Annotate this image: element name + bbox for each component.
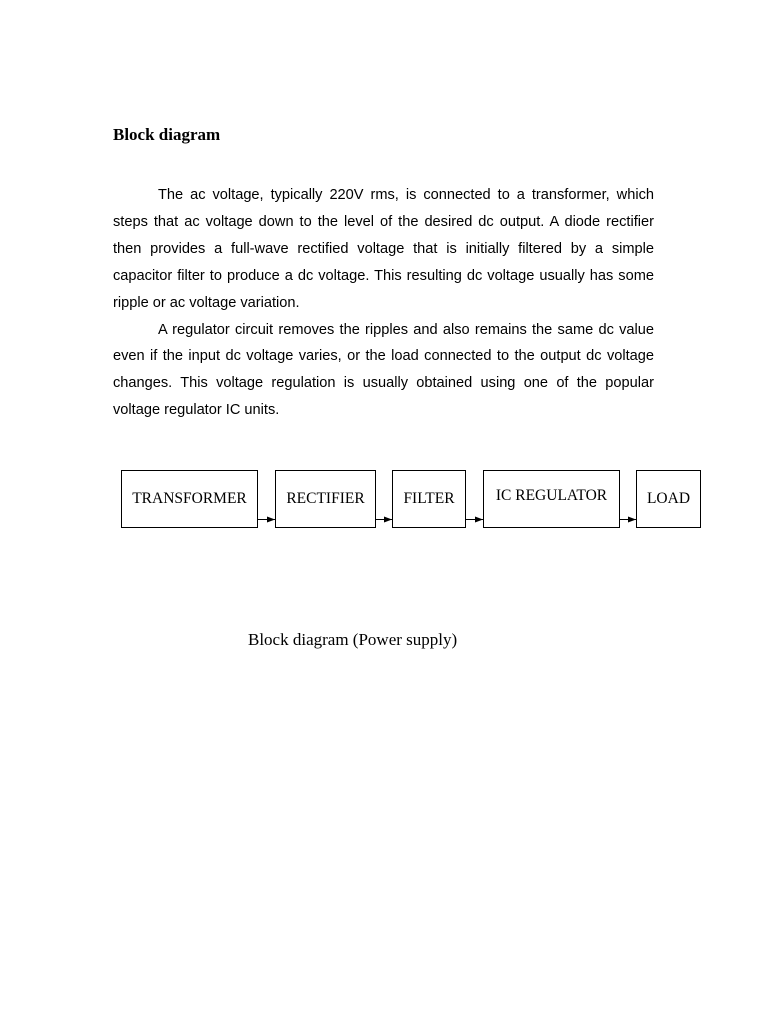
block-transformer-label: TRANSFORMER [132,490,247,507]
block-filter-label: FILTER [403,490,455,507]
section-heading: Block diagram [113,125,221,144]
paragraph-2: A regulator circuit removes the ripples and also remains the same dc value even if the input dc voltage varies, or the load connected to the output dc voltage changes. This voltage regulation is usually obtained using one of the popular voltage regulator IC units. [113,321,654,419]
block-load [636,470,701,528]
block-transformer [121,470,258,528]
block-filter [392,470,466,528]
block-ic-regulator-label: IC REGULATOR [495,487,608,504]
block-rectifier-label: RECTIFIER [286,490,365,507]
block-ic-regulator [483,470,620,528]
block-rectifier [275,470,376,528]
block-load-label: LOAD [646,490,691,507]
body-text [113,182,654,424]
paragraph-1: The ac voltage, typically 220V rms, is connected to a transformer, which steps that ac voltage down to the level of the desired dc output. A diode rectifier then provides a full-wave rectified voltage that is initially filtered by a simple capacitor filter to produce a dc voltage. This resulting dc voltage usually has some ripple or ac voltage variation. [113,187,654,311]
diagram-caption: Block diagram (Power supply) [248,630,458,649]
